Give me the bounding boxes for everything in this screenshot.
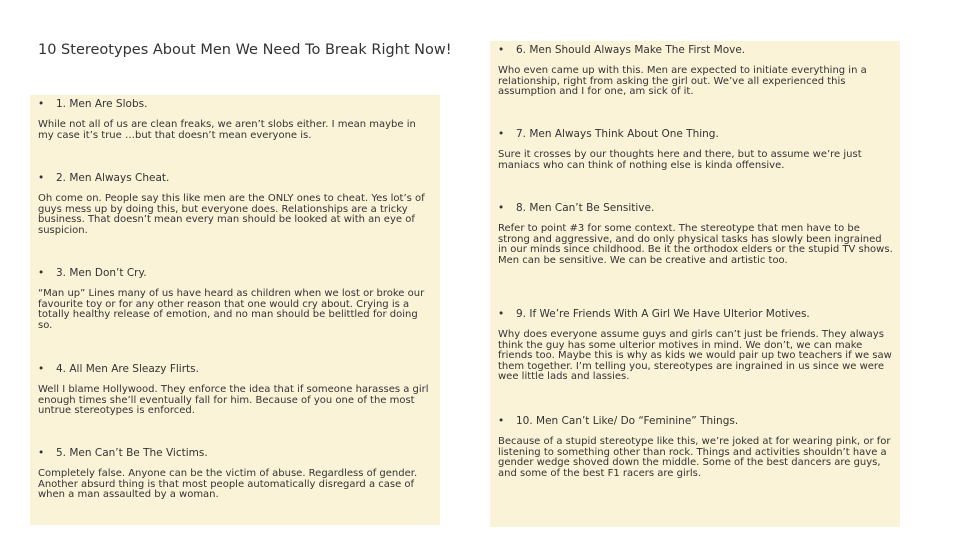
stereotype-item <box>498 128 893 171</box>
slide-title: 10 Stereotypes About Men We Need To Break Right Now! <box>38 42 452 58</box>
item-text: Oh come on. People say this like men are the ONLY ones to cheat. Yes lot’s of guys mess up by doing this, but everyone does. Relationships are a tricky business. That doesn’t mean every man should be looked at with an eye of suspicion. <box>38 193 425 236</box>
item-text: Refer to point #3 for some context. The stereotype that men have to be strong and aggressive, and do only physical tasks has slowly been ingrained in our minds since childhood. Be it the orthodox elders or the stupid TV shows. Men can be sensitive. We can be creative and artistic too. <box>498 223 893 266</box>
item-text: While not all of us are clean freaks, we aren’t slobs either. I mean maybe in my case it’s true …but that doesn’t mean everyone is. <box>38 119 416 141</box>
bullet-icon: • <box>498 202 505 214</box>
item-text: Completely false. Anyone can be the victim of abuse. Regardless of gender. Another absurd thing is that most people automatically disregard a case of when a man assaulted by a woman. <box>38 468 418 501</box>
bullet-icon: • <box>498 128 505 140</box>
stereotype-item <box>38 98 433 141</box>
item-heading-text: 2. Men Always Cheat. <box>56 172 170 184</box>
bullet-icon: • <box>38 363 45 375</box>
item-heading <box>498 128 893 140</box>
item-text: “Man up” Lines many of us have heard as children when we lost or broke our favourite toy or for any other reason that one would cry about. Crying is a totally healthy release of emotion, and no man should be belittled for doing so. <box>38 288 425 331</box>
item-text: Who even came up with this. Men are expected to initiate everything in a relationship, right from asking the girl out. We’ve all experienced this assumption and I for one, am sick of it. <box>498 65 867 98</box>
stereotype-item <box>38 447 433 501</box>
item-heading-text: 3. Men Don’t Cry. <box>56 267 147 279</box>
item-heading <box>38 172 433 184</box>
left-text-panel <box>30 95 440 525</box>
bullet-icon: • <box>498 44 505 56</box>
stereotype-item <box>498 308 893 383</box>
stereotype-item <box>498 44 893 98</box>
item-heading-text: 9. If We’re Friends With A Girl We Have Ulterior Motives. <box>516 308 810 320</box>
item-heading <box>498 44 893 56</box>
stereotype-item <box>38 363 433 417</box>
item-heading <box>498 308 893 320</box>
bullet-icon: • <box>38 172 45 184</box>
item-heading-text: 7. Men Always Think About One Thing. <box>516 128 719 140</box>
item-heading-text: 6. Men Should Always Make The First Move. <box>516 44 746 56</box>
bullet-icon: • <box>38 98 45 110</box>
item-heading <box>38 98 433 110</box>
item-text: Why does everyone assume guys and girls can’t just be friends. They always think the guy has some ulterior motives in mind. We don’t, we can make friends too. Maybe this is why as kids we would pair up two teachers if we saw them together. I’m telling you, stereotypes are ingrained in us since we were wee little lads and lassies. <box>498 329 892 383</box>
item-heading-text: 5. Men Can’t Be The Victims. <box>56 447 208 459</box>
stereotype-item <box>498 202 893 266</box>
bullet-icon: • <box>38 447 45 459</box>
right-text-panel <box>490 41 900 527</box>
stereotype-item <box>38 267 433 331</box>
item-text: Well I blame Hollywood. They enforce the idea that if someone harasses a girl enough times she’ll eventually fall for him. Because of you one of the most untrue stereotypes is enforced. <box>38 384 429 417</box>
bullet-icon: • <box>498 415 505 427</box>
item-heading <box>38 363 433 375</box>
stereotype-item <box>498 415 893 479</box>
stereotype-item <box>38 172 433 236</box>
item-text: Sure it crosses by our thoughts here and there, but to assume we’re just maniacs who can think of nothing else is kinda offensive. <box>498 149 862 171</box>
bullet-icon: • <box>498 308 505 320</box>
item-heading-text: 1. Men Are Slobs. <box>56 98 148 110</box>
item-heading <box>38 267 433 279</box>
item-heading-text: 4. All Men Are Sleazy Flirts. <box>56 363 199 375</box>
item-heading <box>498 415 893 427</box>
item-heading-text: 10. Men Can’t Like/ Do “Feminine” Things. <box>516 415 739 427</box>
item-text: Because of a stupid stereotype like this, we’re joked at for wearing pink, or for listening to something other than rock. Things and activities shouldn’t have a gender wedge shoved down the middle. Some of the best dancers are guys, and some of the best F1 racers are girls. <box>498 436 891 479</box>
item-heading-text: 8. Men Can’t Be Sensitive. <box>516 202 655 214</box>
item-heading <box>38 447 433 459</box>
bullet-icon: • <box>38 267 45 279</box>
item-heading <box>498 202 893 214</box>
